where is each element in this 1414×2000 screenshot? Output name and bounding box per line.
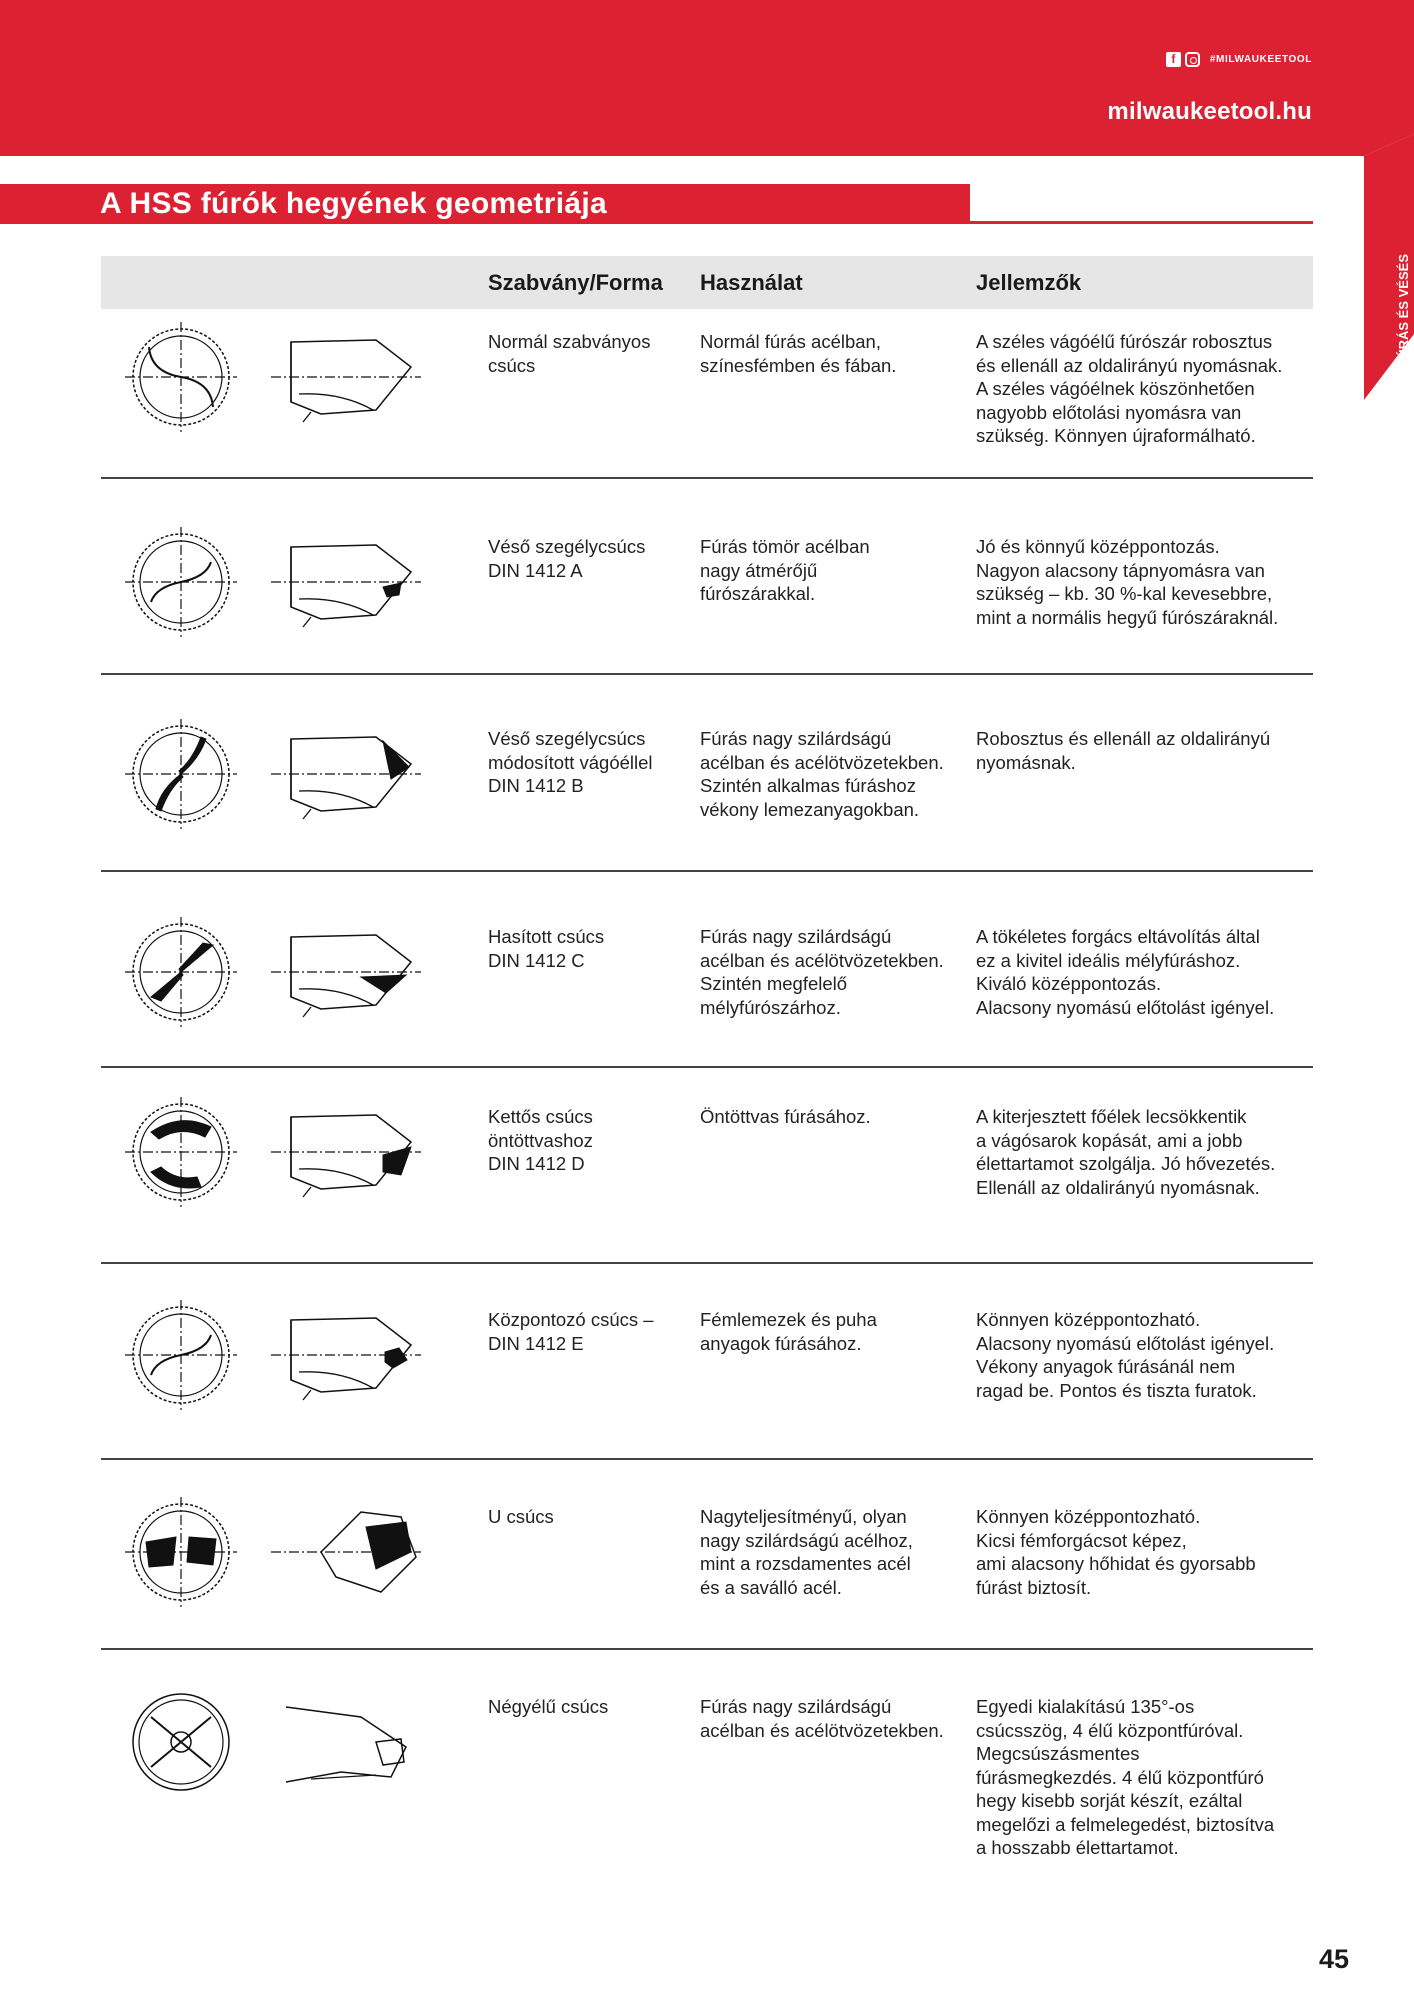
hashtag: #MILWAUKEETOOL — [1209, 54, 1312, 65]
features-cell: Könnyen középpontozható. Alacsony nyomású előtolást igényel. Vékony anyagok fúrásánál nem ragad be. Pontos és tiszta furatok. — [976, 1309, 1275, 1401]
row-divider — [101, 1262, 1313, 1264]
social-links — [1166, 52, 1312, 67]
features-cell: A tökéletes forgács eltávolítás által ez a kivitel ideális mélyfúráshoz. Kiváló középpontozás. Alacsony nyomású előtolást igényel. — [976, 926, 1275, 1018]
standard-cell: Véső szegélycsúcs DIN 1412 A — [488, 536, 646, 581]
usage-cell: Öntöttvas fúrásához. — [700, 1106, 871, 1127]
standard-cell: Hasított csúcs DIN 1412 C — [488, 926, 605, 971]
usage-cell: Fúrás tömör acélban nagy átmérőjű fúrószárakkal. — [700, 536, 870, 604]
usage-cell: Fúrás nagy szilárdságú acélban és acélötvözetekben. — [700, 1696, 944, 1741]
page-number: 45 — [1318, 1944, 1349, 1974]
row-divider — [101, 1458, 1313, 1460]
features-cell: Egyedi kialakítású 135°-os csúcsszög, 4 élű központfúróval. Megcsúszásmentes fúrásmegkezdés. 4 élű központfúró hegy kisebb sorját készít, ezáltal megelőzi a felmelegedést, biztosítva a hosszabb élettartamot. — [976, 1696, 1275, 1858]
standard-cell: Kettős csúcs öntöttvashoz DIN 1412 D — [488, 1106, 593, 1174]
side-tab — [1364, 134, 1414, 400]
title-rule — [970, 221, 1313, 224]
standard-cell: Központozó csúcs – DIN 1412 E — [488, 1309, 654, 1354]
instagram-icon[interactable] — [1185, 52, 1200, 67]
usage-cell: Normál fúrás acélban, színesfémben és fában. — [700, 331, 897, 376]
row-divider — [101, 1066, 1313, 1068]
usage-cell: Nagyteljesítményű, olyan nagy szilárdságú acélhoz, mint a rozsdamentes acél és a saválló acél. — [700, 1506, 913, 1598]
facebook-icon[interactable]: f — [1166, 52, 1181, 67]
features-cell: A kiterjesztett főélek lecsökkentik a vágósarok kopását, ami a jobb élettartamot szolgálja. Jó hővezetés. Ellenáll az oldalirányú nyomásnak. — [976, 1106, 1276, 1198]
usage-cell: Fúrás nagy szilárdságú acélban és acélötvözetekben. Szintén alkalmas fúráshoz vékony lemezanyagokban. — [700, 728, 944, 820]
page-title: A HSS fúrók hegyének geometriája — [100, 187, 607, 220]
features-cell: A széles vágóélű fúrószár robosztus és ellenáll az oldalirányú nyomásnak. A széles vágóélnek köszönhetően nagyobb előtolási nyomásra van szükség. Könnyen újraformálható. — [976, 331, 1283, 446]
column-header-usage: Használat — [700, 270, 803, 295]
standard-cell: Normál szabványos csúcs — [488, 331, 651, 376]
features-cell: Könnyen középpontozható. Kicsi fémforgácsot képez, ami alacsony hőhidat és gyorsabb fúrást biztosít. — [976, 1506, 1256, 1598]
row-divider — [101, 673, 1313, 675]
usage-cell: Fúrás nagy szilárdságú acélban és acélötvözetekben. Szintén megfelelő mélyfúrószárhoz. — [700, 926, 944, 1018]
table-header — [101, 256, 1313, 309]
column-header-features: Jellemzők — [976, 270, 1082, 295]
side-tab-label: FÚRÁS ÉS VÉSÉS — [1396, 254, 1411, 367]
standard-cell: U csúcs — [488, 1506, 554, 1527]
row-divider — [101, 1648, 1313, 1650]
standard-cell: Véső szegélycsúcs módosított vágóéllel DIN 1412 B — [488, 728, 653, 796]
usage-cell: Fémlemezek és puha anyagok fúrásához. — [700, 1309, 877, 1354]
features-cell: Robosztus és ellenáll az oldalirányú nyomásnak. — [976, 728, 1271, 773]
features-cell: Jó és könnyű középpontozás. Nagyon alacsony tápnyomásra van szükség – kb. 30 %-kal kevesebbre, mint a normális hegyű fúrószáraknál. — [976, 536, 1279, 628]
header-band — [0, 0, 1414, 156]
site-url[interactable]: milwaukeetool.hu — [1107, 98, 1312, 125]
column-header-standard: Szabvány/Forma — [488, 270, 663, 295]
row-divider — [101, 870, 1313, 872]
standard-cell: Négyélű csúcs — [488, 1696, 609, 1717]
row-divider — [101, 477, 1313, 479]
